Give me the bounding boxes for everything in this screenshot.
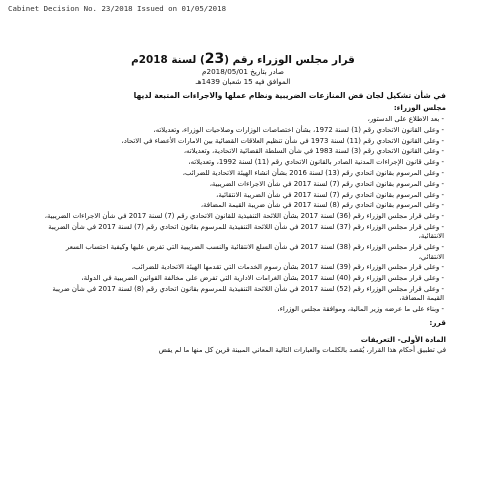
preamble-item: - وعلى قرار مجلس الوزراء رقم (36) لسنة 2017 بشأن اللائحة التنفيذية للقانون الاتحادي رقم (7) لسنة 2017 في شأن الاجراءات الضريبية، (44, 212, 444, 221)
preamble-item: - وبناء على ما عرضه وزير المالية، وموافقة مجلس الوزراء، (277, 305, 444, 314)
preamble-item: - وعلى القانون الاتحادي رقم (1) لسنة 1972، بشأن اختصاصات الوزارات وصلاحيات الوزراء، وتعديلاته، (153, 125, 444, 134)
preamble-item: - وعلى المرسوم بقانون اتحادي رقم (7) لسنة 2017 في شأن الاجراءات الضريبية، (209, 179, 444, 188)
decision-title (40, 52, 446, 67)
preamble-item: - وعلى المرسوم بقانون اتحادي رقم (8) لسنة 2017 في شأن ضريبة القيمة المضافة، (200, 201, 444, 210)
document-reference-header: Cabinet Decision No. 23/2018 Issued on 01/05/2018 (8, 4, 227, 13)
hijri-date: الموافق فيه 15 شعبان 1439هـ (195, 77, 291, 86)
preamble-item: - بعد الاطلاع على الدستور، (367, 115, 444, 123)
preamble-item: - وعلى المرسوم بقانون اتحادي رقم (7) لسنة 2017 في شأن الضريبة الانتقائية، (216, 190, 444, 199)
preamble-item: - وعلى قرار مجلس الوزراء رقم (37) لسنة 2017 في شأن اللائحة التنفيذية للمرسوم بقانون اتحادي رقم (7) لسنة 2017 في شأن الضريبة الانتقائية، (48, 222, 444, 241)
preamble-list (40, 115, 446, 315)
issued-date: صادر بتاريخ 2018/05/01م (202, 67, 284, 76)
council-heading: مجلس الوزراء: (393, 103, 446, 112)
preamble-item: - وعلى القانون الاتحادي رقم (11) لسنة 1973 في شأن تنظيم العلاقات القضائية بين الامارات الأعضاء في الاتحاد، (121, 136, 444, 145)
article-heading: المادة الأولى- التعريفات (360, 334, 446, 344)
article-text: في تطبيق أحكام هذا القرار، يُقصد بالكلمات والعبارات التالية المعاني المبينة قرين كل منها ما لم يقض (158, 346, 446, 355)
title-suffix: ) لسنة 2018م (131, 54, 205, 66)
preamble-item: - وعلى قرار مجلس الوزراء رقم (40) لسنة 2017 بشأن الغرامات الادارية التي تفرض على مخالفة القوانين الضريبية في الدولة، (81, 274, 444, 283)
title-prefix: قرار مجلس الوزراء رقم ( (224, 54, 355, 66)
decision-subject: في شأن تشكيل لجان فض المنازعات الضريبية ونظام عملها والاجراءات المتبعة لديها (133, 91, 446, 100)
decision-document (40, 52, 446, 356)
title-block (40, 52, 446, 87)
preamble-item: - وعلى المرسوم بقانون اتحادي رقم (13) لسنة 2016 بشأن انشاء الهيئة الاتحادية للضرائب، (182, 168, 444, 177)
preamble-item: - وعلى القانون الاتحادي رقم (3) لسنة 1983 في شأن السلطة القضائية الاتحادية، وتعديلاته، (183, 147, 444, 156)
preamble-item: - وعلى قرار مجلس الوزراء رقم (39) لسنة 2017 بشأن رسوم الخدمات التي تقدمها الهيئة الاتحادية للضرائب، (131, 263, 444, 272)
preamble-item: - وعلى قرار مجلس الوزراء رقم (38) لسنة 2017 في شأن السلع الانتقائية والنسب الضريبية التي تفرض عليها وكيفية احتساب السعر الانتقائي، (65, 243, 444, 261)
preamble-item: - وعلى قانون الإجراءات المدنية الصادر بالقانون الاتحادي رقم (11) لسنة 1992، وتعديلاته، (188, 158, 444, 167)
preamble-item: - وعلى قرار مجلس الوزراء رقم (52) لسنة 2017 في شأن اللائحة التنفيذية للمرسوم بقانون اتحادي رقم (8) لسنة 2017 في شأن ضريبة القيمة المضافة، (52, 284, 444, 303)
decision-number: 23 (204, 51, 225, 67)
decided-heading: قرر: (429, 317, 446, 327)
